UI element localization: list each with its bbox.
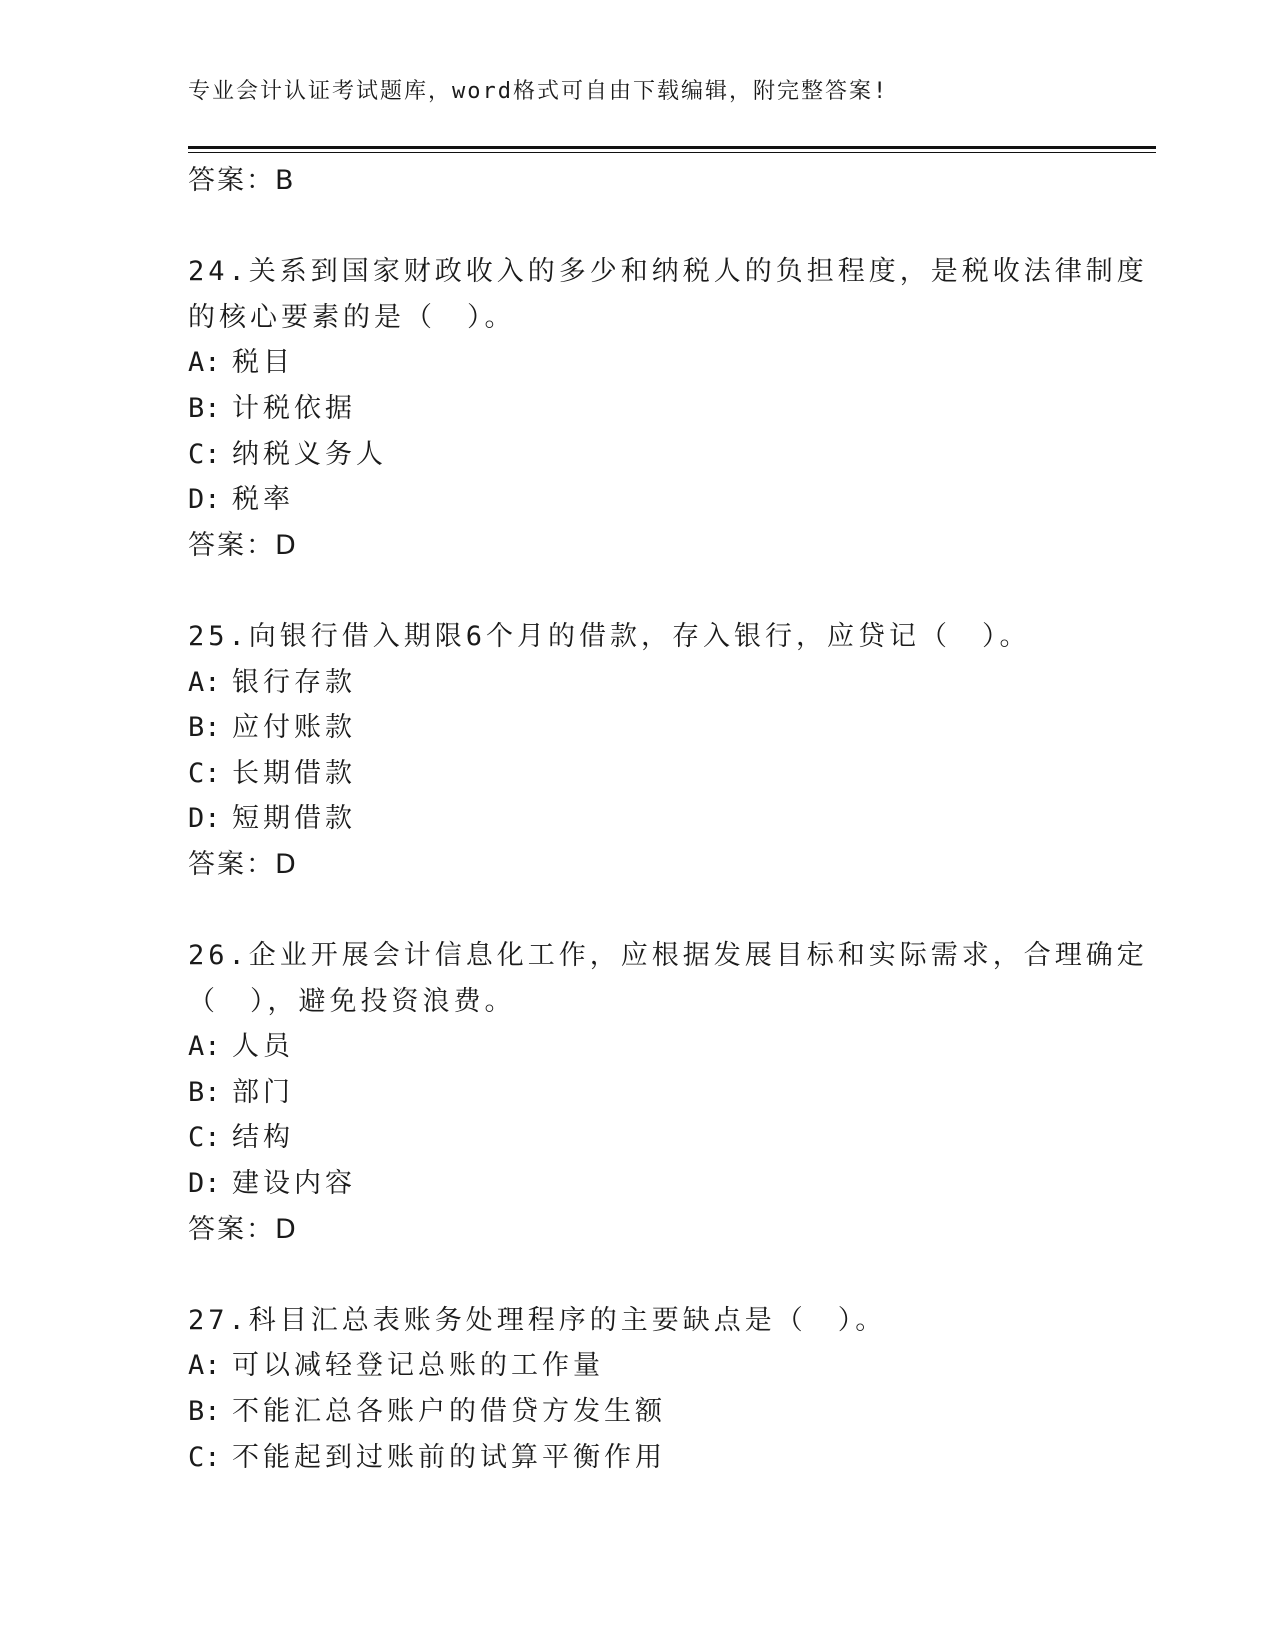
option-text: 长期借款: [232, 757, 356, 789]
option-c: [188, 1435, 1088, 1481]
option-text: 计税依据: [232, 392, 356, 424]
option-letter: D:: [188, 484, 221, 516]
question-stem: （ ），避免投资浪费。: [188, 985, 516, 1017]
option-letter: C:: [188, 1122, 221, 1154]
answer-line: 答案：B: [188, 165, 296, 196]
option-text: 银行存款: [232, 666, 356, 698]
spacer: [188, 888, 1088, 934]
option-letter: A:: [188, 1031, 221, 1063]
question-block: [188, 614, 1088, 888]
option-a: [188, 660, 1088, 706]
question-block: [188, 1298, 1088, 1480]
option-text: 人员: [232, 1031, 294, 1063]
option-a: [188, 1343, 1088, 1389]
option-letter: B:: [188, 712, 221, 744]
option-text: 应付账款: [232, 712, 356, 744]
option-letter: B:: [188, 392, 221, 424]
option-text: 纳税义务人: [232, 438, 387, 470]
header-divider: [188, 146, 1156, 153]
option-text: 建设内容: [232, 1168, 356, 1200]
option-text: 不能起到过账前的试算平衡作用: [232, 1441, 666, 1473]
option-d: [188, 1161, 1088, 1207]
option-letter: A:: [188, 347, 221, 379]
option-text: 可以减轻登记总账的工作量: [232, 1350, 604, 1382]
option-b: [188, 1389, 1088, 1435]
option-text: 不能汇总各账户的借贷方发生额: [232, 1396, 666, 1428]
option-letter: B:: [188, 1076, 221, 1108]
question-stem: 24.关系到国家财政收入的多少和纳税人的负担程度，是税收法律制度: [188, 256, 1148, 288]
spacer: [188, 568, 1088, 614]
option-text: 税目: [232, 347, 294, 379]
option-d: [188, 477, 1088, 523]
question-block: [188, 249, 1148, 568]
question-stem: 的核心要素的是（ ）。: [188, 301, 516, 333]
question-list: [188, 158, 1148, 1480]
answer-line: 答案：D: [188, 529, 298, 561]
question-stem: 26.企业开展会计信息化工作，应根据发展目标和实际需求，合理确定: [188, 940, 1148, 972]
spacer: [188, 204, 1088, 250]
answer-line: 答案：D: [188, 848, 298, 880]
option-letter: C:: [188, 1441, 221, 1473]
option-letter: B:: [188, 1396, 221, 1428]
option-text: 短期借款: [232, 803, 356, 835]
question-block: [188, 933, 1148, 1252]
option-text: 部门: [232, 1076, 294, 1108]
option-letter: A:: [188, 1350, 221, 1382]
option-a: [188, 1024, 1088, 1070]
option-letter: D:: [188, 1168, 221, 1200]
answer-line: 答案：D: [188, 1213, 298, 1245]
option-letter: C:: [188, 757, 221, 789]
spacer: [188, 1252, 1088, 1298]
option-b: [188, 386, 1088, 432]
option-a: [188, 340, 1088, 386]
option-letter: C:: [188, 438, 221, 470]
question-stem: 25.向银行借入期限6个月的借款，存入银行，应贷记（ ）。: [188, 620, 1031, 652]
option-b: [188, 1070, 1088, 1116]
page-header: 专业会计认证考试题库，word格式可自由下载编辑，附完整答案!: [188, 79, 889, 104]
question-stem: 27.科目汇总表账务处理程序的主要缺点是（ ）。: [188, 1304, 887, 1336]
option-c: [188, 1115, 1088, 1161]
option-text: 税率: [232, 484, 294, 516]
option-b: [188, 705, 1088, 751]
option-text: 结构: [232, 1122, 294, 1154]
option-c: [188, 751, 1088, 797]
option-letter: D:: [188, 803, 221, 835]
option-letter: A:: [188, 666, 221, 698]
option-d: [188, 796, 1088, 842]
option-c: [188, 432, 1088, 478]
